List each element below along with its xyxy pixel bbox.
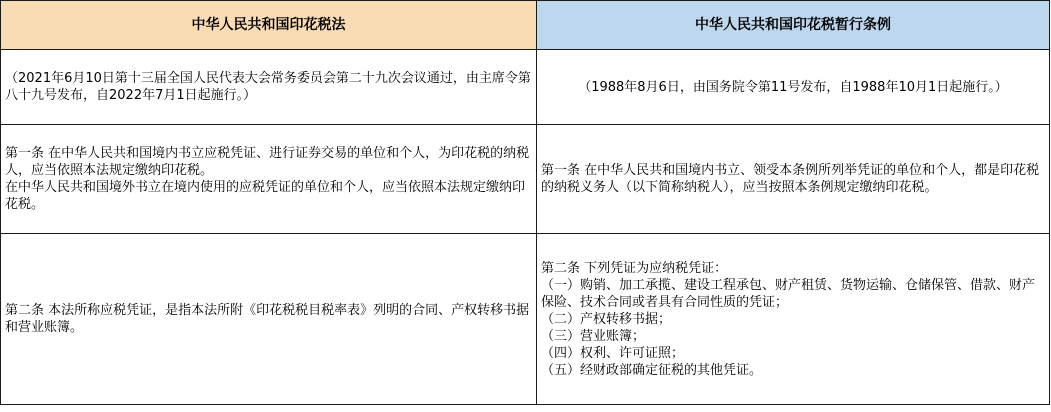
table-row	[1, 234, 1050, 405]
header-row	[1, 1, 1050, 50]
cell-list-item: （三）营业账簿；	[541, 328, 646, 344]
cell-paragraph: 第二条 本法所称应税凭证，是指本法所附《印花税税目税率表》列明的合同、产权转移书据和营业账簿。	[5, 303, 530, 335]
header-stamp-tax-regulations: 中华人民共和国印花税暂行条例	[537, 1, 1050, 50]
cell-list-item: （四）权利、许可证照；	[541, 345, 685, 361]
table-cell-regulations	[537, 125, 1050, 234]
table-cell-law	[1, 50, 537, 125]
cell-list-item: （五）经财政部确定征税的其他凭证。	[541, 362, 763, 378]
cell-paragraph: 在中华人民共和国境外书立在境内使用的应税凭证的单位和个人，应当依照本法规定缴纳印花税。	[5, 180, 526, 212]
cell-list-item: （二）产权转移书据；	[541, 311, 672, 327]
header-stamp-tax-law: 中华人民共和国印花税法	[1, 1, 537, 50]
table-cell-law	[1, 234, 537, 405]
cell-paragraph: 第二条 下列凭证为应纳税凭证：	[541, 260, 728, 276]
cell-paragraph: （2021年6月10日第十三届全国人民代表大会常务委员会第二十九次会议通过，由主席令第八十九号发布，自2022年7月1日起施行。）	[5, 71, 531, 103]
cell-paragraph: 第一条 在中华人民共和国境内书立应税凭证、进行证券交易的单位和个人，为印花税的纳税人，应当依照本法规定缴纳印花税。	[5, 146, 530, 178]
table-cell-regulations	[537, 234, 1050, 405]
cell-paragraph: （1988年8月6日，由国务院令第11号发布，自1988年10月1日起施行。）	[578, 79, 1008, 95]
table-row	[1, 125, 1050, 234]
cell-list-item: （一）购销、加工承揽、建设工程承包、财产租赁、货物运输、仓储保管、借款、财产保险、技术合同或者具有合同性质的凭证；	[541, 277, 1036, 310]
table-row	[1, 50, 1050, 125]
cell-paragraph: 第一条 在中华人民共和国境内书立、领受本条例所列举凭证的单位和个人，都是印花税的纳税义务人（以下简称纳税人），应当按照本条例规定缴纳印花税。	[541, 163, 1040, 195]
table-cell-regulations	[537, 50, 1050, 125]
table-cell-law	[1, 125, 537, 234]
